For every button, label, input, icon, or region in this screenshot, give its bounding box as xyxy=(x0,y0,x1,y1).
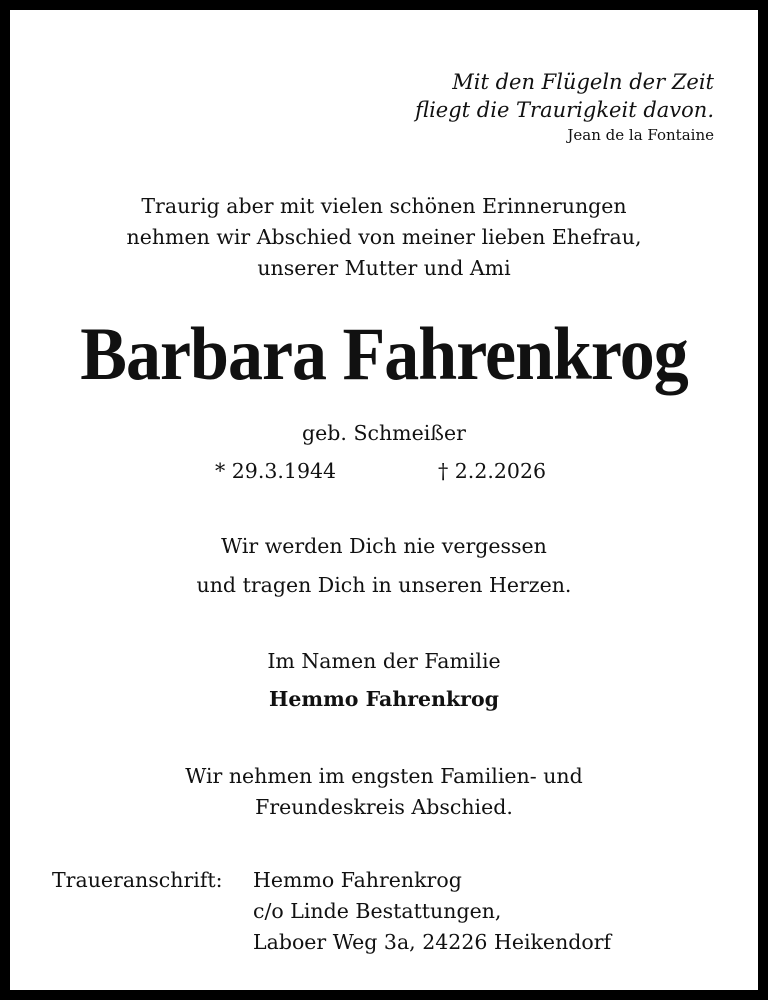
intro-line-3: unserer Mutter und Ami xyxy=(257,256,511,280)
notice-line-1: Wir nehmen im engsten Familien- und xyxy=(185,764,583,788)
intro-line-2: nehmen wir Abschied von meiner lieben Ehefrau, xyxy=(126,225,642,249)
remembrance-line-2: und tragen Dich in unseren Herzen. xyxy=(196,573,572,597)
remembrance-line-1: Wir werden Dich nie vergessen xyxy=(221,534,547,558)
deceased-name: Barbara Fahrenkrog xyxy=(80,313,688,397)
address-line-2: c/o Linde Bestattungen, xyxy=(253,899,502,923)
death-date: † 2.2.2026 xyxy=(438,459,547,483)
address-line-1: Hemmo Fahrenkrog xyxy=(253,868,462,892)
family-label: Im Namen der Familie xyxy=(267,649,501,673)
address-label: Traueranschrift: xyxy=(52,868,223,892)
birth-name: geb. Schmeißer xyxy=(302,421,466,445)
quote-author: Jean de la Fontaine xyxy=(567,126,714,144)
notice-line-2: Freundeskreis Abschied. xyxy=(255,795,513,819)
address-line-3: Laboer Weg 3a, 24226 Heikendorf xyxy=(253,930,612,954)
quote-line-2: fliegt die Traurigkeit davon. xyxy=(415,98,714,122)
birth-date: * 29.3.1944 xyxy=(215,459,337,483)
family-name: Hemmo Fahrenkrog xyxy=(269,687,499,711)
quote-line-1: Mit den Flügeln der Zeit xyxy=(452,70,714,94)
intro-line-1: Traurig aber mit vielen schönen Erinnerungen xyxy=(141,194,627,218)
